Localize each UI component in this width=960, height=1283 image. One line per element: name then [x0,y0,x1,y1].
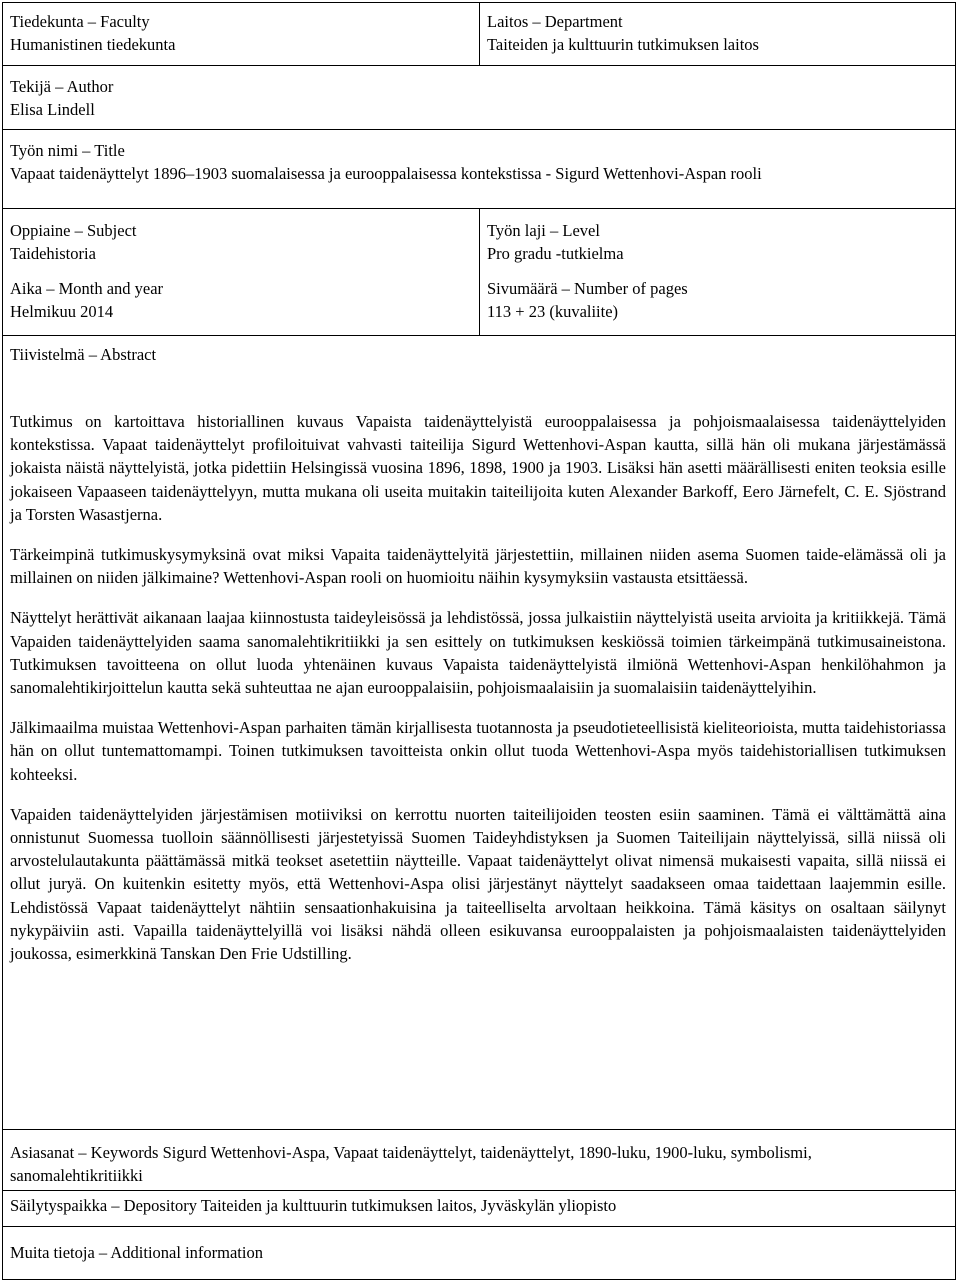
abstract-paragraph: Vapaiden taidenäyttelyiden järjestämisen motiiviksi on kerrottu nuorten taiteilijoiden teosten esiin saaminen. Tämä ei välttämättä aina onnistunut Suomessa tuolloin säännöllisesti järjestetyissä Suomen Taideyhdistyksen ja Suomen Taiteilijain näyttelyissä, sillä niissä oli arvostelulautakunta päättämässä mitkä teokset asetettiin näytteille. Vapaat taidenäyttelyt olivat nimensä mukaisesti vapaita, sillä niissä ei ollut juryä. On kuitenkin esitetty myös, että Wettenhovi-Aspa olisi järjestänyt näyttelyt saadakseen omaa taidettaan laajemmin esille. Lehdistössä Vapaat taidenäyttelyt nähtiin sensaationhakuisina ja taiteelliselta arvoltaan heikkoina. Tämä käsitys on osaltaan säilynyt nykypäiviin asti. Vapailla taidenäyttelyillä voi lisäksi nähdä olleen esikuvansa eurooppalaisten ja pohjoismaalaisten taidenäyttelyiden joukossa, esimerkkinä Tanskan Den Frie Udstilling. [10,804,946,964]
abstract-paragraph: Tutkimus on kartoittava historiallinen kuvaus Vapaista taidenäyttelyistä eurooppalaisessa ja pohjoismaalaisessa taidenäyttelyiden kontekstissa. Vapaat taidenäyttelyt profiloituivat vahvasti taiteilija Sigurd Wettenhovi-Aspan kautta, sillä hän oli mukana järjestämässä jokaista näistä näyttelyistä, jotka pidettiin Helsingissä vuosina 1896, 1898, 1900 ja 1903. Lisäksi hän asetti määrällisesti eniten teoksia esille jokaiseen Vapaaseen taidenäyttelyyn, mutta mukana oli useita muitakin taiteilijoita kuten Alexander Barkoff, Eero Järnefelt, C. E. Sjöstrand ja Torsten Wasastjerna. [10,412,946,524]
abstract-cell [3,343,156,366]
subject-label: Oppiaine – Subject [10,221,137,240]
abstract-paragraph: Tärkeimpinä tutkimuskysymyksinä ovat miksi Vapaita taidenäyttelyitä järjestettiin, millainen niiden asema Suomen taide-elämässä oli ja millainen on niiden jälkimaine? Wettenhovi-Aspan rooli on huomioitu näihin kysymyksiin vastausta etsittäessä. [10,545,946,588]
department-value: Taiteiden ja kulttuurin tutkimuksen laitos [487,35,759,54]
subject-cell [3,219,136,265]
additional-label: Muita tietoja – Additional information [10,1243,263,1262]
divider [3,335,955,336]
title-cell [3,139,762,185]
date-value: Helmikuu 2014 [10,302,114,321]
pages-cell [480,277,688,323]
date-label: Aika – Month and year [10,279,164,298]
abstract-paragraph: Näyttelyt herättivät aikanaan laajaa kiinnostusta taideyleisössä ja lehdistössä, jossa julkaistiin näyttelyistä useita arvioita ja kritiikkejä. Tämä Vapaiden taidenäyttelyiden saama sanomalehtikritiikki ja sen esittely on tutkimuksen keskiössä toimien tärkeimpänä tutkimusaineistona. Tutkimuksen tavoitteena on ollut luoda yhtenäinen kuvaus Vapaista taidenäyttelyistä ilmiönä Wettenhovi-Aspan henkilöhahmon ja sanomalehtikirjoittelun kautta sekä suhteuttaa ne ajan eurooppalaisiin, pohjoismaalaisiin ja suomalaisiin taidenäyttelyihin. [10,608,946,698]
divider [3,1129,955,1130]
faculty-cell [3,10,175,56]
author-value: Elisa Lindell [10,100,95,119]
pages-label: Sivumäärä – Number of pages [487,279,688,298]
title-value: Vapaat taidenäyttelyt 1896–1903 suomalaisessa ja eurooppalaisessa kontekstissa - Sigurd Wettenhovi-Aspan rooli [10,164,762,183]
depository-value: Taiteiden ja kulttuurin tutkimuksen laitos, Jyväskylän yliopisto [200,1196,617,1215]
keywords-value: Sigurd Wettenhovi-Aspa, Vapaat taidenäyttelyt, taidenäyttelyt, 1890-luku, 1900-luku, symbolismi, sanomalehtikritiikki [10,1143,812,1185]
abstract-label: Tiivistelmä – Abstract [10,345,157,364]
thesis-abstract-form [2,2,956,1280]
pages-value: 113 + 23 (kuvaliite) [487,302,619,321]
keywords-cell [10,1141,946,1187]
faculty-label: Tiedekunta – Faculty [10,12,150,31]
subject-value: Taidehistoria [10,244,96,263]
department-cell [480,10,759,56]
abstract-body [10,410,946,982]
date-cell [3,277,163,323]
author-cell [3,75,113,121]
faculty-value: Humanistinen tiedekunta [10,35,176,54]
depository-cell [10,1194,946,1217]
additional-cell [10,1241,946,1264]
level-cell [480,219,624,265]
title-label: Työn nimi – Title [10,141,125,160]
level-value: Pro gradu -tutkielma [487,244,624,263]
divider [3,1226,955,1227]
department-label: Laitos – Department [487,12,623,31]
divider [3,65,955,66]
divider [3,129,955,130]
author-label: Tekijä – Author [10,77,114,96]
depository-label: Säilytyspaikka – Depository [10,1196,197,1215]
keywords-label: Asiasanat – Keywords [10,1143,159,1162]
divider [3,1190,955,1191]
level-label: Työn laji – Level [487,221,600,240]
abstract-paragraph: Jälkimaailma muistaa Wettenhovi-Aspan parhaiten tämän kirjallisesta tuotannosta ja pseudotieteellisistä kieliteorioista, mutta taidehistoriassa hän on ollut tuntemattomampi. Toinen tutkimuksen tavoitteista onkin ollut tuoda Wettenhovi-Aspa myös taidehistoriallisen tutkimuksen kohteeksi. [10,718,946,784]
